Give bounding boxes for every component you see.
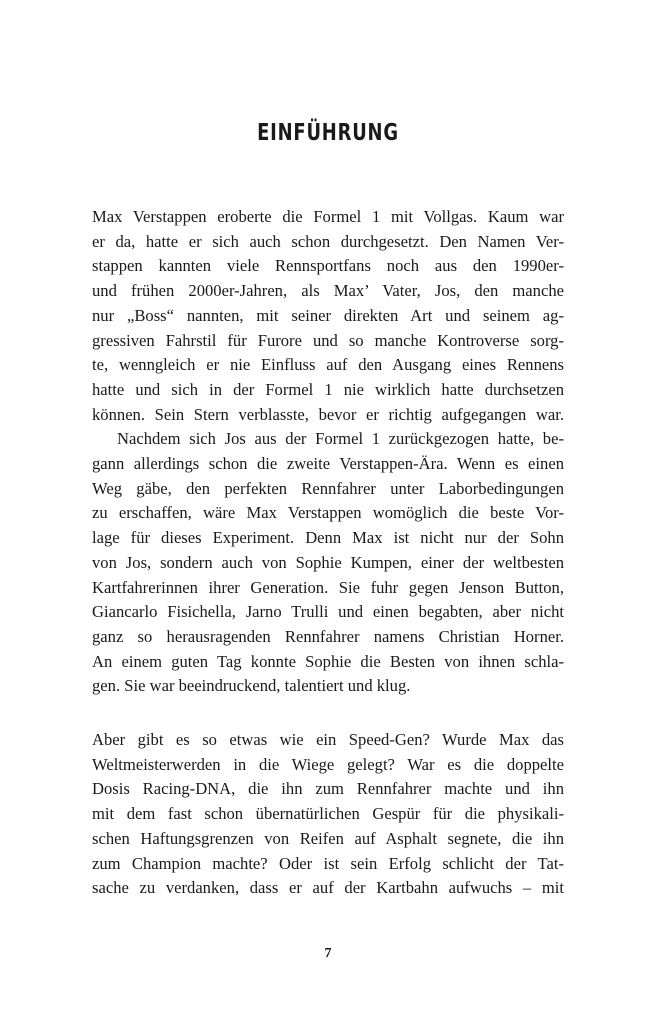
text-line: gen. Sie war beeindruckend, talentiert und klug. <box>92 676 411 696</box>
text-line: schen Haftungsgrenzen von Reifen auf Asphalt segnete, die ihn <box>92 828 564 848</box>
text-line: lage für dieses Experiment. Denn Max ist nicht nur der Sohn <box>92 528 564 548</box>
text-line: hatte und sich in der Formel 1 nie wirklich hatte durchsetzen <box>92 379 564 399</box>
text-line: te, wenngleich er nie Einfluss auf den Ausgang eines Rennens <box>92 355 564 375</box>
text-line: Max Verstappen eroberte die Formel 1 mit Vollgas. Kaum war <box>92 207 564 226</box>
text-line: ganz so herausragenden Rennfahrer namens Christian Horner. <box>92 626 564 646</box>
text-block-main <box>92 205 564 699</box>
paragraph-3 <box>92 728 564 901</box>
text-line: stappen kannten viele Rennsportfans noch aus den 1990er- <box>92 256 564 276</box>
text-line: mit dem fast schon übernatürlichen Gespür für die physikali- <box>92 804 564 824</box>
text-line: Weltmeisterwerden in die Wiege gelegt? War es die doppelte <box>92 754 564 774</box>
text-line: Dosis Racing-DNA, die ihn zum Rennfahrer machte und ihn <box>92 779 564 799</box>
text-line: und frühen 2000er-Jahren, als Max’ Vater, Jos, den manche <box>92 281 564 301</box>
paragraph-2 <box>92 427 564 699</box>
text-line: Kartfahrerinnen ihrer Generation. Sie fuhr gegen Jenson Button, <box>92 577 564 597</box>
text-line: gann allerdings schon die zweite Verstappen-Ära. Wenn es einen <box>92 454 564 474</box>
text-line: können. Sein Stern verblasste, bevor er richtig aufgegangen war. <box>92 404 564 424</box>
text-line: Aber gibt es so etwas wie ein Speed-Gen? Wurde Max das <box>92 730 564 749</box>
text-line: gressiven Fahrstil für Furore und so manche Kontroverse sorg- <box>92 330 564 350</box>
page-number: 7 <box>324 946 332 961</box>
text-line: nur „Boss“ nannten, mit seiner direkten Art und seinem ag- <box>92 305 564 325</box>
text-line: er da, hatte er sich auch schon durchgesetzt. Den Namen Ver- <box>92 231 564 251</box>
text-line: Giancarlo Fisichella, Jarno Trulli und einen begabten, aber nicht <box>92 602 564 622</box>
text-line: Weg gäbe, den perfekten Rennfahrer unter Laborbedingungen <box>92 478 564 498</box>
text-line: Nachdem sich Jos aus der Formel 1 zurückgezogen hatte, be- <box>117 429 564 449</box>
text-line: zu erschaffen, wäre Max Verstappen womöglich die beste Vor- <box>92 503 564 523</box>
text-line: zum Champion machte? Oder ist sein Erfolg schlicht der Tat- <box>92 853 564 873</box>
text-line: sache zu verdanken, dass er auf der Kartbahn aufwuchs – mit <box>92 878 564 898</box>
text-line: An einem guten Tag konnte Sophie die Besten von ihnen schla- <box>92 651 564 671</box>
text-block-second <box>92 728 564 901</box>
text-line: von Jos, sondern auch von Sophie Kumpen, einer der weltbesten <box>92 552 564 572</box>
paragraph-1 <box>92 205 564 427</box>
chapter-title: EINFÜHRUNG <box>257 120 399 146</box>
